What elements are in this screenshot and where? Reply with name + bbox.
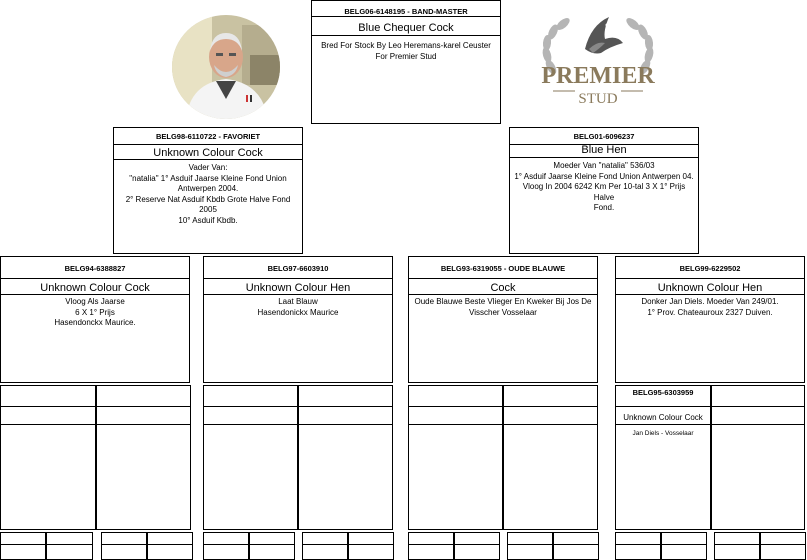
- divider: [204, 294, 392, 295]
- divider: [114, 144, 302, 145]
- premier-stud-logo: [533, 13, 663, 113]
- great-grandparent-cell: [203, 385, 298, 530]
- ancestor-cell: [714, 532, 760, 560]
- divider: [312, 35, 500, 36]
- great-grandparent-cell: [408, 385, 503, 530]
- ancestor-cell: [101, 532, 147, 560]
- ancestor-cell: [615, 532, 661, 560]
- great-grandparent-cell: [96, 385, 191, 530]
- grandparent-note: Laat Blauw Hasendonickx Maurice: [257, 297, 339, 317]
- ancestor-cell: [302, 532, 348, 560]
- divider: [114, 159, 302, 160]
- ancestor-cell: [454, 532, 500, 560]
- grandparent-note: Donker Jan Diels. Moeder Van 249/01. 1° Prov. Chateauroux 2327 Duiven.: [641, 297, 779, 317]
- breeder-portrait-photo: [172, 15, 280, 119]
- ancestor-cell: [408, 532, 454, 560]
- ancestor-cell: [249, 532, 295, 560]
- divider: [616, 278, 804, 279]
- logo-text-2: STUD: [578, 91, 618, 107]
- sire-note: Vader Van: "natalia" 1° Asduif Jaarse Kleine Fond Union Antwerpen 2004. 2° Reserve Nat Asduif Kbdb Grote Halve Fond 2005 10° Asduif Kbdb.: [125, 163, 291, 225]
- sire-card: [113, 127, 303, 254]
- root-name: Blue Chequer Cock: [358, 22, 454, 34]
- divider: [1, 294, 189, 295]
- root-band: BELG06-6148195 - BAND-MASTER: [344, 7, 468, 16]
- sire-name: Unknown Colour Cock: [153, 147, 263, 159]
- great-grandparent-cell: [711, 385, 805, 530]
- grandparent-name: Unknown Colour Hen: [245, 282, 351, 294]
- divider: [1, 278, 189, 279]
- great-grandparent-name: Unknown Colour Cock: [623, 413, 703, 422]
- root-note: Bred For Stock By Leo Heremans-karel Ceuster For Premier Stud: [321, 41, 491, 61]
- ancestor-cell: [553, 532, 599, 560]
- divider: [204, 278, 392, 279]
- divider: [616, 294, 804, 295]
- divider: [409, 278, 597, 279]
- grandparent-card: [203, 256, 393, 383]
- dam-card: [509, 127, 699, 254]
- divider: [510, 157, 698, 158]
- grandparent-name: Unknown Colour Cock: [40, 282, 150, 294]
- great-grandparent-note: Jan Diels - Vosselaar: [632, 429, 694, 437]
- grandparent-note: Oude Blauwe Beste Vlieger En Kweker Bij Jos De Visscher Vosselaar: [414, 297, 592, 317]
- grandparent-card: [0, 256, 190, 383]
- ancestor-cell: [203, 532, 249, 560]
- grandparent-band: BELG94-6388827: [64, 264, 126, 273]
- root-pigeon-card: [311, 0, 501, 124]
- great-grandparent-cell: [298, 385, 393, 530]
- divider: [312, 16, 500, 17]
- sire-band: BELG98-6110722 - FAVORIET: [155, 132, 261, 141]
- divider: [510, 144, 698, 145]
- grandparent-band: BELG97-6603910: [267, 264, 329, 273]
- ancestor-cell: [507, 532, 553, 560]
- grandparent-name: Unknown Colour Hen: [657, 282, 763, 294]
- ancestor-cell: [46, 532, 93, 560]
- grandparent-card: [408, 256, 598, 383]
- dam-name: Blue Hen: [581, 144, 627, 156]
- ancestor-cell: [661, 532, 707, 560]
- portrait-icon: [172, 15, 280, 119]
- ancestor-cell: [760, 532, 806, 560]
- grandparent-band: BELG99-6229502: [679, 264, 741, 273]
- divider: [409, 294, 597, 295]
- great-grandparent-band: BELG95-6303959: [632, 388, 694, 397]
- grandparent-note: Vloog Als Jaarse 6 X 1° Prijs Hasendonckx Maurice.: [54, 297, 136, 327]
- great-grandparent-card: [615, 385, 711, 530]
- great-grandparent-cell: [503, 385, 598, 530]
- grandparent-name: Cock: [490, 282, 516, 294]
- great-grandparent-cell: [0, 385, 96, 530]
- dam-note: Moeder Van "natalia" 536/03 1° Asduif Jaarse Kleine Fond Union Antwerpen 04. Vloog In 2004 6242 Km Per 10-tal 3 X 1° Prijs Halve Fond.: [514, 161, 694, 212]
- logo-text-1: PREMIER: [541, 63, 655, 89]
- dam-band: BELG01-6096237: [573, 132, 635, 141]
- ancestor-cell: [147, 532, 193, 560]
- grandparent-band: BELG93-6319055 - OUDE BLAUWE: [440, 264, 566, 273]
- ancestor-cell: [348, 532, 394, 560]
- pigeon-wreath-icon: [533, 13, 663, 113]
- grandparent-card: [615, 256, 805, 383]
- ancestor-cell: [0, 532, 46, 560]
